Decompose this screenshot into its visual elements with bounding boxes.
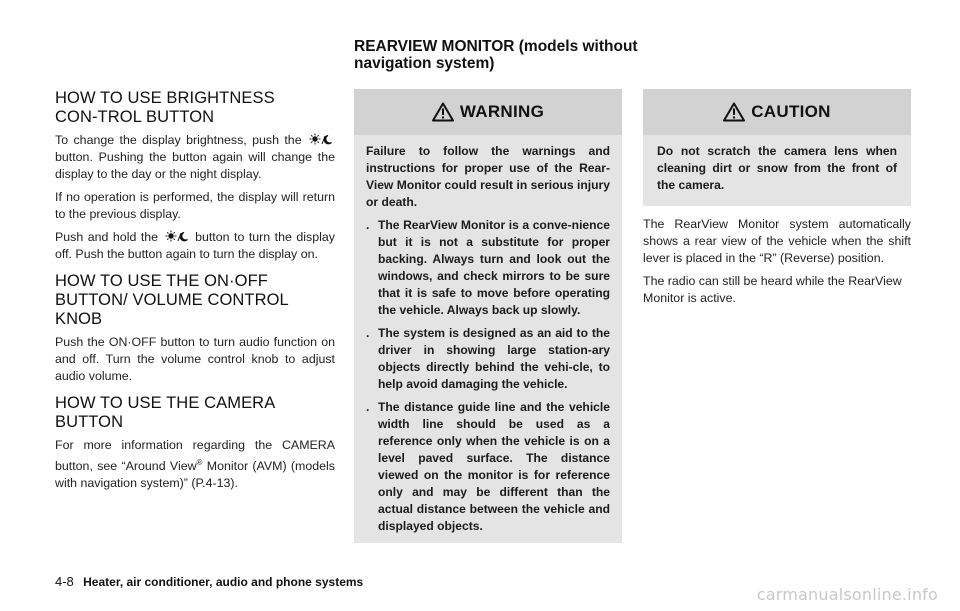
caution-box — [643, 89, 911, 206]
right-column — [643, 89, 911, 307]
brightness-icon-2 — [165, 230, 189, 242]
warning-bullet — [366, 217, 610, 319]
caution-body — [643, 135, 911, 206]
warning-label: WARNING — [459, 102, 545, 121]
brightness-p1-after: button. Pushing the button again will change the display to the day or the night display. — [55, 150, 335, 181]
rearview-paragraph-2: The radio can still be heard while the RearView Monitor is active. — [643, 274, 902, 305]
bullet-dot: . — [366, 400, 370, 414]
warning-bullet — [366, 325, 610, 393]
brightness-paragraph-2: If no operation is performed, the display will return to the previous display. — [55, 190, 335, 221]
brightness-heading: HOW TO USE BRIGHTNESS CON-TROL BUTTON — [55, 89, 275, 126]
brightness-p3-before: Push and hold the — [55, 230, 159, 244]
warning-bullet-text: The distance guide line and the vehicle width line should be used as a reference only when the vehicle is on a level paved surface. The distance viewed on the monitor is for reference only and may be different than the actual distance between the vehicle and displayed objects. — [378, 400, 610, 533]
warning-triangle-icon — [432, 102, 454, 122]
camera-paragraph — [55, 437, 335, 492]
warning-box — [354, 89, 622, 543]
caution-triangle-icon — [723, 102, 745, 122]
brightness-p1-before: To change the display brightness, push the — [55, 133, 302, 147]
onoff-paragraph: Push the ON·OFF button to turn audio function on and off. Turn the volume control knob to adjust audio volume. — [55, 335, 335, 383]
caution-header — [643, 89, 911, 135]
brightness-paragraph-3 — [55, 229, 335, 263]
warning-bullet-text: The RearView Monitor is a conve-nience but it is not a substitute for proper backing. Always turn and look out the windows, and check mirrors to be sure that it is safe to move before operating the vehicle. Always back up slowly. — [378, 218, 610, 317]
brightness-paragraph-1 — [55, 132, 335, 183]
registered-mark: ® — [196, 458, 203, 467]
camera-heading: HOW TO USE THE CAMERA BUTTON — [55, 394, 275, 431]
watermark: carmanualsonline.info — [756, 585, 938, 604]
warning-body — [354, 135, 622, 543]
brightness-p3-after: button to turn the display off. Push the button again to turn the display on. — [55, 230, 335, 261]
warning-bullet — [366, 399, 610, 535]
camera-p1-before: For more information regarding the CAMERA button, see “Around View — [55, 438, 335, 474]
warning-intro: Failure to follow the warnings and instructions for proper use of the Rear-View Monitor could result in serious injury or death. — [366, 144, 610, 209]
brightness-icon — [309, 133, 333, 145]
footer-title: Heater, air conditioner, audio and phone systems — [83, 575, 364, 589]
camera-p1-after: Monitor (AVM) (models with navigation system)” (P.4-13). — [55, 459, 335, 491]
bullet-dot: . — [366, 218, 370, 232]
onoff-heading: HOW TO USE THE ON·OFF BUTTON/ VOLUME CONTROL KNOB — [55, 272, 289, 328]
left-column — [55, 0, 335, 492]
warning-header — [354, 89, 622, 135]
rearview-paragraph-1: The RearView Monitor system automatically shows a rear view of the vehicle when the shift lever is placed in the “R” (Reverse) position. — [643, 217, 911, 265]
bullet-dot: . — [366, 326, 370, 340]
caution-text: Do not scratch the camera lens when cleaning dirt or snow from the front of the camera. — [657, 144, 897, 192]
caution-label: CAUTION — [751, 102, 831, 121]
page-footer — [55, 574, 363, 589]
page-heading: REARVIEW MONITOR (models without navigation system) — [354, 38, 638, 72]
warning-bullet-text: The system is designed as an aid to the driver in showing large station-ary objects directly behind the vehi-cle, to help avoid damaging the vehicle. — [378, 326, 610, 391]
page-number: 4-8 — [55, 574, 74, 589]
